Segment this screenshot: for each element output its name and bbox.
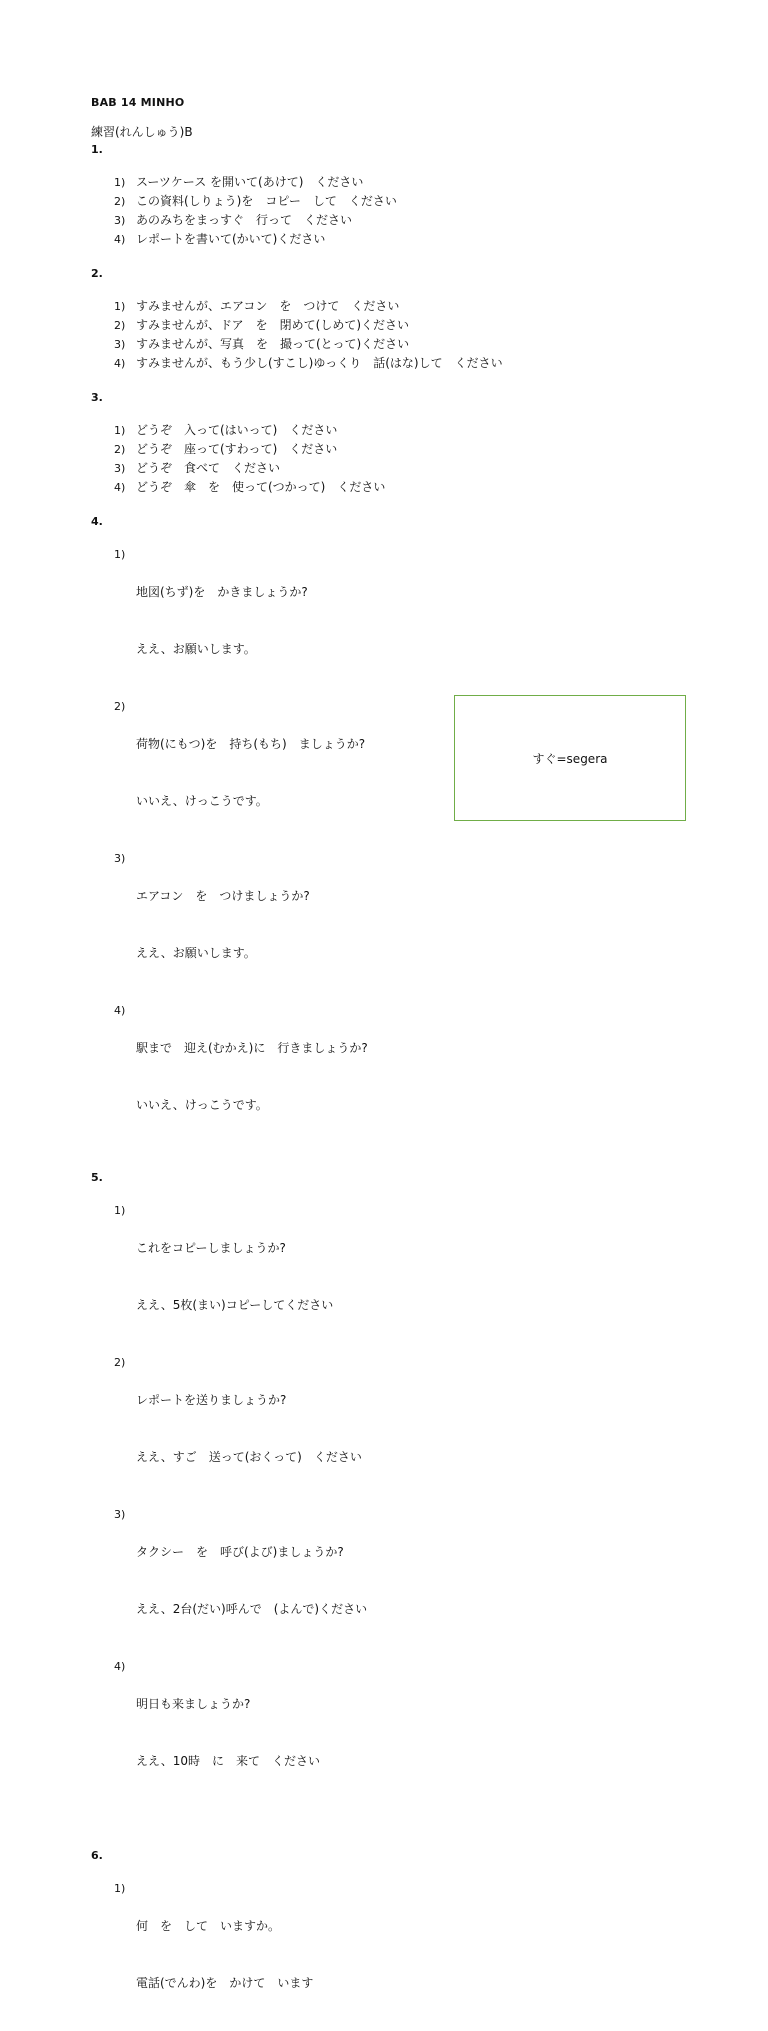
item-answer: ええ、10時 に 来て ください <box>136 1754 320 1768</box>
item-number: 4) <box>114 1660 126 1673</box>
section-number: 2. <box>91 267 103 280</box>
document-title: BAB 14 MINHO <box>91 96 185 109</box>
item-text: すみませんが、写真 を 撮って(とって)ください <box>136 337 410 351</box>
section-number: 1. <box>91 143 103 156</box>
section-5 <box>91 1169 691 1809</box>
list-item <box>91 545 691 697</box>
item-text: スーツケース を開いて(あけて) ください <box>136 175 364 189</box>
item-number: 1) <box>114 1882 126 1895</box>
item-question: タクシー を 呼び(よび)ましょうか? <box>136 1545 344 1559</box>
item-text: どうぞ 傘 を 使って(つかって) ください <box>136 480 386 494</box>
item-question: 駅まで 迎え(むかえ)に 行きましょうか? <box>136 1041 368 1055</box>
item-list <box>91 1879 691 2031</box>
item-text: この資料(しりょう)を コピー して ください <box>136 194 397 208</box>
list-item <box>91 459 691 478</box>
item-number: 1) <box>114 176 126 189</box>
item-number: 2) <box>114 1356 126 1369</box>
item-answer: ええ、5枚(まい)コピーしてください <box>136 1298 334 1312</box>
item-number: 4) <box>114 233 126 246</box>
list-item <box>91 1505 691 1657</box>
item-number: 1) <box>114 424 126 437</box>
item-number: 3) <box>114 852 126 865</box>
list-item <box>91 1657 691 1809</box>
item-question: エアコン を つけましょうか? <box>136 889 310 903</box>
section-6 <box>91 1847 691 2031</box>
item-answer: ええ、お願いします。 <box>136 946 256 960</box>
item-number: 3) <box>114 338 126 351</box>
item-question: 明日も来ましょうか? <box>136 1697 251 1711</box>
list-item <box>91 316 691 335</box>
item-number: 1) <box>114 300 126 313</box>
item-text: すみませんが、ドア を 閉めて(しめて)ください <box>136 318 410 332</box>
item-text: あのみちをまっすぐ 行って ください <box>136 213 353 227</box>
item-number: 2) <box>114 700 126 713</box>
item-text: すみませんが、エアコン を つけて ください <box>136 299 400 313</box>
list-item <box>91 211 691 230</box>
item-answer: いいえ、けっこうです。 <box>136 794 268 808</box>
item-answer: 電話(でんわ)を かけて います <box>136 1976 314 1990</box>
item-number: 3) <box>114 214 126 227</box>
item-text: どうぞ 食べて ください <box>136 461 281 475</box>
item-list <box>91 545 691 1153</box>
item-number: 4) <box>114 357 126 370</box>
item-question: 荷物(にもつ)を 持ち(もち) ましょうか? <box>136 737 366 751</box>
list-item <box>91 1353 691 1505</box>
item-list <box>91 173 691 249</box>
list-item <box>91 421 691 440</box>
section-number: 4. <box>91 515 103 528</box>
document-page <box>91 93 691 2031</box>
item-number: 2) <box>114 443 126 456</box>
section-number: 3. <box>91 391 103 404</box>
list-item <box>91 173 691 192</box>
item-question: 地図(ちず)を かきましょうか? <box>136 585 308 599</box>
item-question: レポートを送りましょうか? <box>136 1393 287 1407</box>
item-number: 2) <box>114 195 126 208</box>
item-answer: ええ、2台(だい)呼んで (よんで)ください <box>136 1602 368 1616</box>
section-number: 5. <box>91 1171 103 1184</box>
section-3 <box>91 389 691 497</box>
item-number: 4) <box>114 1004 126 1017</box>
item-text: すみませんが、もう少し(すこし)ゆっくり 話(はな)して ください <box>136 356 503 370</box>
item-number: 4) <box>114 481 126 494</box>
item-text: どうぞ 座って(すわって) ください <box>136 442 338 456</box>
list-item <box>91 849 691 1001</box>
list-item <box>91 335 691 354</box>
item-text: どうぞ 入って(はいって) ください <box>136 423 338 437</box>
item-question: これをコピーしましょうか? <box>136 1241 286 1255</box>
exercise-subtitle: 練習(れんしゅう)B <box>91 125 193 139</box>
note-text: すぐ=segera <box>532 751 608 766</box>
vocabulary-note-box <box>454 695 686 821</box>
list-item <box>91 440 691 459</box>
item-list <box>91 297 691 373</box>
item-number: 1) <box>114 1204 126 1217</box>
list-item <box>91 1879 691 2031</box>
list-item <box>91 354 691 373</box>
item-text: レポートを書いて(かいて)ください <box>136 232 326 246</box>
item-number: 3) <box>114 462 126 475</box>
list-item <box>91 297 691 316</box>
item-number: 2) <box>114 319 126 332</box>
item-number: 1) <box>114 548 126 561</box>
item-list <box>91 1201 691 1809</box>
list-item <box>91 192 691 211</box>
section-1 <box>91 141 691 249</box>
item-answer: ええ、すご 送って(おくって) ください <box>136 1450 362 1464</box>
item-list <box>91 421 691 497</box>
section-number: 6. <box>91 1849 103 1862</box>
section-4 <box>91 513 691 1153</box>
list-item <box>91 230 691 249</box>
section-2 <box>91 265 691 373</box>
item-question: 何 を して いますか。 <box>136 1919 281 1933</box>
list-item <box>91 478 691 497</box>
list-item <box>91 1201 691 1353</box>
item-answer: いいえ、けっこうです。 <box>136 1098 268 1112</box>
item-answer: ええ、お願いします。 <box>136 642 256 656</box>
item-number: 3) <box>114 1508 126 1521</box>
